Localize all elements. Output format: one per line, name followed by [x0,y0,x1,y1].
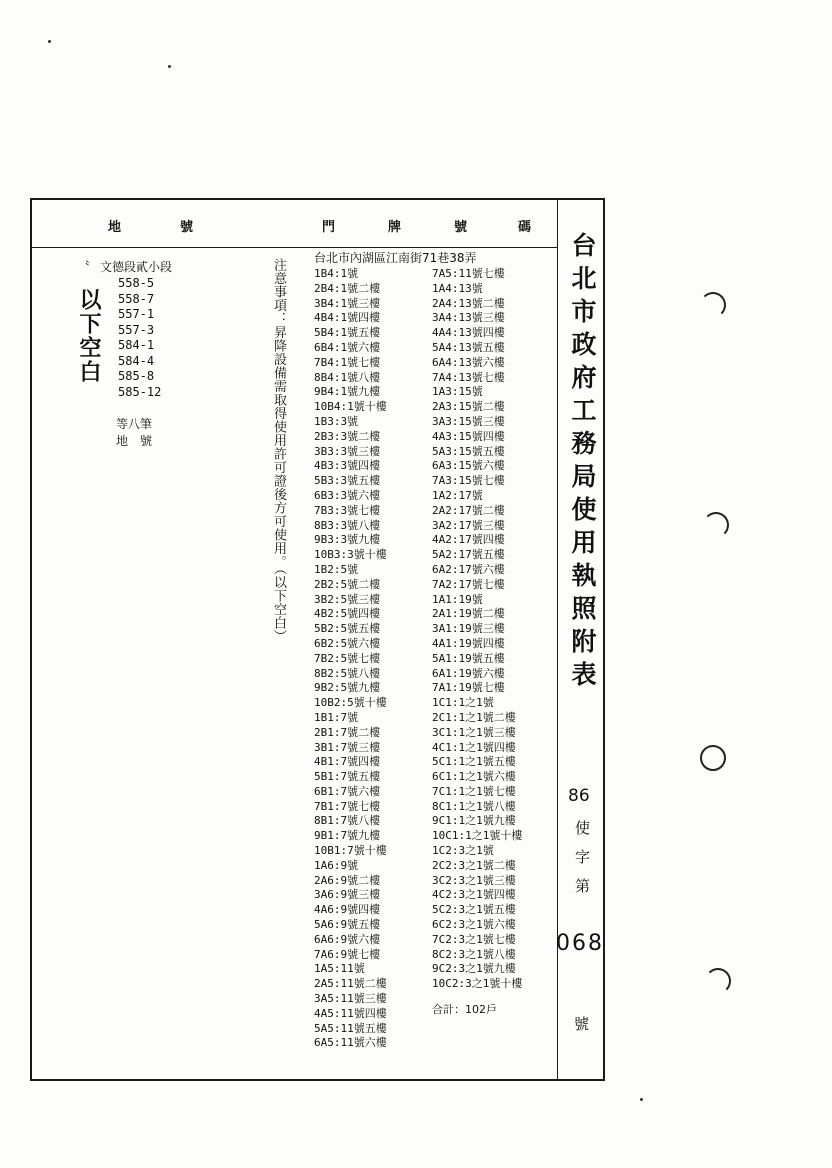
unit-entry: 1B2:5號 [314,562,359,576]
unit-entry: 9C2:3之1號九樓 [432,962,516,976]
unit-entry: 6A3:15號六樓 [432,459,505,473]
address-line: 台北市內湖區江南街71巷38弄 [314,251,477,265]
land-count-suffix: 地 號 [116,434,153,448]
unit-entry: 2A5:11號二樓 [314,977,387,991]
binding-hole-mark [705,968,731,994]
unit-entry: 6B3:3號六樓 [314,488,381,502]
unit-entry: 4C2:3之1號四樓 [432,888,516,902]
door-header-char-2: 牌 [388,220,402,235]
door-header-char-4: 碼 [518,220,532,235]
unit-entry: 1A6:9號 [314,858,359,872]
unit-entry: 3A6:9號三樓 [314,888,381,902]
land-lot: 557-1 [118,307,155,321]
unit-entry: 2A4:13號二樓 [432,296,505,310]
land-lot: 584-4 [118,353,155,368]
unit-entry: 4A4:13號四樓 [432,326,505,340]
unit-entry: 2C2:3之1號二樓 [432,858,516,872]
binding-hole-mark [703,512,729,538]
unit-entry: 9B2:5號九樓 [314,681,381,695]
unit-entry: 2A6:9號二樓 [314,873,381,887]
binding-hole-mark [700,292,726,318]
unit-entry: 9B3:3號九樓 [314,533,381,547]
unit-entry: 2A2:17號二樓 [432,503,505,517]
unit-entry: 6B1:7號六樓 [314,784,381,798]
unit-entry: 7A2:17號七樓 [432,577,505,591]
unit-entry: 9B4:1號九樓 [314,385,381,399]
unit-entry: 2B1:7號二樓 [314,725,381,739]
unit-entry: 3A3:15號三樓 [432,414,505,428]
scan-speck [640,1098,643,1101]
license-suffix: 號 [574,1015,590,1033]
unit-entry: 6A5:11號六樓 [314,1036,387,1050]
unit-entry: 6B2:5號六樓 [314,636,381,650]
unit-entry: 5A2:17號五樓 [432,548,505,562]
unit-entry: 1C2:3之1號 [432,844,494,858]
unit-entry: 10B1:7號十樓 [314,844,387,858]
unit-entry: 6C2:3之1號六樓 [432,918,516,932]
unit-entry: 5C2:3之1號五樓 [432,903,516,917]
unit-entry: 1B4:1號 [314,267,359,280]
unit-entry: 1A3:15號 [432,385,483,399]
unit-entry: 7C2:3之1號七樓 [432,932,516,946]
unit-entry: 7B2:5號七樓 [314,651,381,665]
unit-entry: 6C1:1之1號六樓 [432,770,516,784]
unit-entry: 7C1:1之1號七樓 [432,784,516,798]
unit-entry: 7B4:1號七樓 [314,355,381,369]
unit-entry: 7A3:15號七樓 [432,474,505,488]
unit-entry: 7B1:7號七樓 [314,799,381,813]
document-title: 台北市政府工務局使用執照附表 [568,232,597,694]
unit-entry: 4B3:3號四樓 [314,459,381,473]
unit-column-1 [314,267,387,1051]
unit-entry: 6A6:9號六樓 [314,932,381,946]
land-lot: 557-3 [118,322,155,337]
unit-entry: 10C2:3之1號十樓 [432,977,523,991]
unit-entry: 10B4:1號十樓 [314,400,387,414]
unit-entry: 7A1:19號七樓 [432,681,505,695]
unit-entry: 3A1:19號三樓 [432,622,505,636]
header-divider [30,247,558,248]
scan-speck [48,40,51,43]
license-serial: 068 [556,931,604,956]
unit-entry: 7A6:9號七樓 [314,947,381,961]
unit-entry: 5A6:9號五樓 [314,918,381,932]
unit-entry: 4B2:5號四樓 [314,607,381,621]
unit-entry: 10B2:5號十樓 [314,696,387,710]
unit-entry: 2C1:1之1號二樓 [432,710,516,724]
unit-entry: 5B1:7號五樓 [314,770,381,784]
unit-entry: 2B3:3號二樓 [314,429,381,443]
unit-entry: 3C2:3之1號三樓 [432,873,516,887]
door-header-char-3: 號 [454,220,468,235]
unit-entry: 1A2:17號 [432,488,483,502]
unit-entry: 3C1:1之1號三樓 [432,725,516,739]
unit-entry: 1A5:11號 [314,962,365,976]
unit-entry: 2B4:1號二樓 [314,281,381,295]
unit-entry: 7A5:11號七樓 [432,267,505,280]
unit-entry: 2A3:15號二樓 [432,400,505,414]
unit-entry: 5C1:1之1號五樓 [432,755,516,769]
unit-entry: 4A5:11號四樓 [314,1006,387,1020]
door-header-char-1: 門 [322,220,336,235]
license-year: 86 [568,786,590,806]
unit-entry: 6A1:19號六樓 [432,666,505,680]
unit-entry: 3B1:7號三樓 [314,740,381,754]
unit-entry: 8C2:3之1號八樓 [432,947,516,961]
land-lot: 585-12 [118,384,162,399]
unit-entry: 8B4:1號八樓 [314,370,381,384]
land-count [116,416,152,450]
unit-entry: 6A4:13號六樓 [432,355,505,369]
unit-entry: 2B2:5號二樓 [314,577,381,591]
unit-entry: 4A2:17號四樓 [432,533,505,547]
unit-column-2 [432,267,522,992]
land-header-char-1: 地 [108,220,122,235]
unit-entry: 3B3:3號三樓 [314,444,381,458]
unit-entry: 5A3:15號五樓 [432,444,505,458]
license-word: 使字第 [573,820,591,907]
unit-entry: 7A4:13號七樓 [432,370,505,384]
land-section: 文德段貳小段 [100,260,173,274]
binding-hole-mark [700,745,726,771]
below-blank-stamp: 以下空白 [76,288,102,384]
unit-entry: 3B2:5號三樓 [314,592,381,606]
unit-entry: 7B3:3號七樓 [314,503,381,517]
unit-entry: 4B1:7號四樓 [314,755,381,769]
unit-entry: 10B3:3號十樓 [314,548,387,562]
unit-entry: 9B1:7號九樓 [314,829,381,843]
scan-speck [168,65,171,68]
unit-entry: 1A1:19號 [432,592,483,606]
land-lot: 584-1 [118,338,155,352]
unit-entry: 1C1:1之1號 [432,696,494,710]
unit-entry: 5B4:1號五樓 [314,326,381,340]
unit-entry: 6B4:1號六樓 [314,340,381,354]
unit-entry: 1A4:13號 [432,281,483,295]
unit-entry: 4B4:1號四樓 [314,311,381,325]
land-header-char-2: 號 [180,220,194,235]
unit-total: 合計：102戶 [432,1003,497,1016]
unit-entry: 4C1:1之1號四樓 [432,740,516,754]
unit-entry: 5B3:3號五樓 [314,474,381,488]
unit-entry: 6A2:17號六樓 [432,562,505,576]
unit-entry: 1B3:3號 [314,414,359,428]
unit-entry: 5A1:19號五樓 [432,651,505,665]
land-lot: 558-7 [118,291,155,306]
land-lot: 585-8 [118,369,155,383]
unit-entry: 4A3:15號四樓 [432,429,505,443]
unit-entry: 8B2:5號八樓 [314,666,381,680]
unit-entry: 8B1:7號八樓 [314,814,381,828]
unit-entry: 3A2:17號三樓 [432,518,505,532]
unit-entry: 10C1:1之1號十樓 [432,829,523,843]
land-mark: 〝 [78,260,91,274]
unit-entry: 4A1:19號四樓 [432,636,505,650]
unit-entry: 3A5:11號三樓 [314,992,387,1006]
unit-entry: 8B3:3號八樓 [314,518,381,532]
unit-entry: 5B2:5號五樓 [314,622,381,636]
notice-text: 注意事項：昇降設備需取得使用許可證後方可使用。（以下空白） [271,258,286,643]
land-lot-list [118,276,161,400]
unit-entry: 3A4:13號三樓 [432,311,505,325]
unit-entry: 9C1:1之1號九樓 [432,814,516,828]
unit-entry: 3B4:1號三樓 [314,296,381,310]
unit-entry: 4A6:9號四樓 [314,903,381,917]
land-count-text: 等八筆 [116,417,153,431]
unit-entry: 2A1:19號二樓 [432,607,505,621]
land-lot: 558-5 [118,276,155,290]
unit-entry: 5A5:11號五樓 [314,1021,387,1035]
unit-entry: 1B1:7號 [314,710,359,724]
unit-entry: 5A4:13號五樓 [432,340,505,354]
unit-entry: 8C1:1之1號八樓 [432,799,516,813]
